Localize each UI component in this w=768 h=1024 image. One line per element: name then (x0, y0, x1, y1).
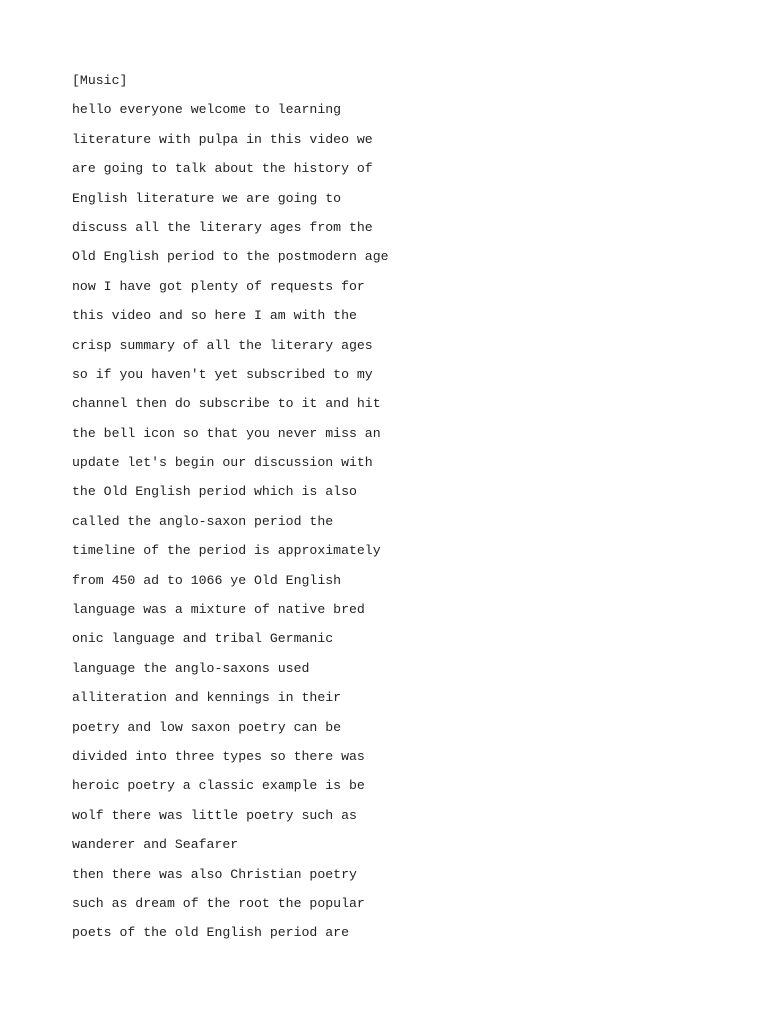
transcript-line: Old English period to the postmodern age (72, 249, 389, 265)
transcript-line: poetry and low saxon poetry can be (72, 719, 342, 735)
transcript-line: crisp summary of all the literary ages (72, 337, 373, 353)
transcript-text (72, 66, 389, 948)
transcript-line: timeline of the period is approximately (72, 543, 381, 559)
transcript-line: from 450 ad to 1066 ye Old English (72, 572, 342, 588)
transcript-line: then there was also Christian poetry (72, 866, 357, 882)
transcript-line: language the anglo-saxons used (72, 660, 310, 676)
transcript-line: discuss all the literary ages from the (72, 219, 373, 235)
transcript-line: alliteration and kennings in their (72, 690, 342, 706)
transcript-line: called the anglo-saxon period the (72, 513, 334, 529)
transcript-line: this video and so here I am with the (72, 308, 357, 324)
transcript-line: onic language and tribal Germanic (72, 631, 334, 647)
transcript-line: hello everyone welcome to learning (72, 102, 342, 118)
transcript-line: poets of the old English period are (72, 925, 349, 941)
transcript-line: literature with pulpa in this video we (72, 131, 373, 147)
transcript-line: language was a mixture of native bred (72, 602, 365, 618)
transcript-line: the Old English period which is also (72, 484, 357, 500)
transcript-line: English literature we are going to (72, 190, 342, 206)
transcript-line: so if you haven't yet subscribed to my (72, 366, 373, 382)
transcript-line: channel then do subscribe to it and hit (72, 396, 381, 412)
transcript-line: heroic poetry a classic example is be (72, 778, 365, 794)
transcript-line: [Music] (72, 73, 128, 88)
transcript-line: wolf there was little poetry such as (72, 807, 357, 823)
transcript-line: update let's begin our discussion with (72, 455, 373, 471)
transcript-line: the bell icon so that you never miss an (72, 425, 381, 441)
transcript-line: such as dream of the root the popular (72, 895, 365, 911)
transcript-line: now I have got plenty of requests for (72, 278, 365, 294)
transcript-line: divided into three types so there was (72, 748, 365, 764)
transcript-line: wanderer and Seafarer (72, 837, 239, 853)
transcript-line: are going to talk about the history of (72, 161, 373, 177)
